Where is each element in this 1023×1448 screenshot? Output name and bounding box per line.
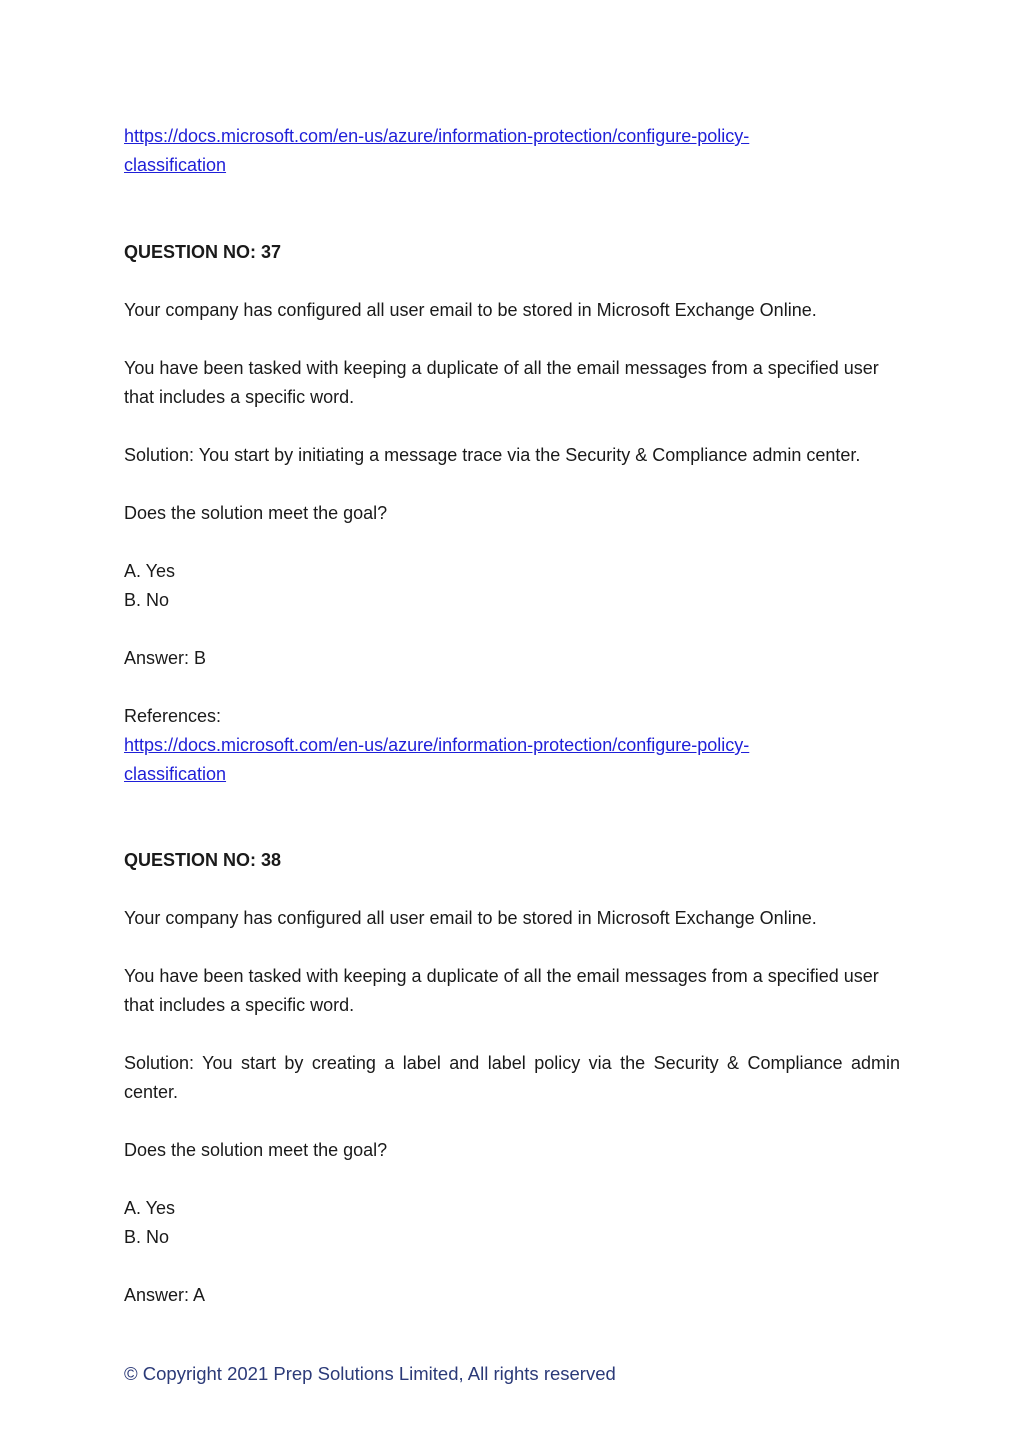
reference-link-continuation[interactable]: classification [124, 155, 227, 175]
references-label: References: [124, 706, 222, 726]
option-b: B. No [124, 1227, 170, 1247]
reference-link[interactable]: https://docs.microsoft.com/en-us/azure/information-protection/configure-policy- [124, 126, 750, 146]
answer-text: Answer: A [124, 1285, 206, 1305]
question-task-continuation: that includes a specific word. [124, 387, 355, 407]
question-task: You have been tasked with keeping a duplicate of all the email messages from a specified user [124, 966, 879, 986]
question-prompt: Does the solution meet the goal? [124, 503, 388, 523]
question-task-continuation: that includes a specific word. [124, 995, 355, 1015]
question-heading: QUESTION NO: 37 [124, 242, 282, 262]
question-heading: QUESTION NO: 38 [124, 850, 282, 870]
option-a: A. Yes [124, 561, 176, 581]
answer-text: Answer: B [124, 648, 207, 668]
option-a: A. Yes [124, 1198, 176, 1218]
reference-link[interactable]: https://docs.microsoft.com/en-us/azure/information-protection/configure-policy- [124, 735, 750, 755]
question-solution: Solution: You start by creating a label and label policy via the Security & Compliance admin [124, 1053, 900, 1073]
reference-link-continuation[interactable]: classification [124, 764, 227, 784]
question-task: You have been tasked with keeping a duplicate of all the email messages from a specified user [124, 358, 879, 378]
option-b: B. No [124, 590, 170, 610]
question-solution: Solution: You start by initiating a message trace via the Security & Compliance admin center. [124, 445, 861, 465]
question-solution-continuation: center. [124, 1082, 179, 1102]
copyright-footer: © Copyright 2021 Prep Solutions Limited, All rights reserved [124, 1363, 616, 1384]
question-scenario: Your company has configured all user email to be stored in Microsoft Exchange Online. [124, 300, 817, 320]
question-prompt: Does the solution meet the goal? [124, 1140, 388, 1160]
document-page [124, 0, 900, 1448]
question-scenario: Your company has configured all user email to be stored in Microsoft Exchange Online. [124, 908, 817, 928]
